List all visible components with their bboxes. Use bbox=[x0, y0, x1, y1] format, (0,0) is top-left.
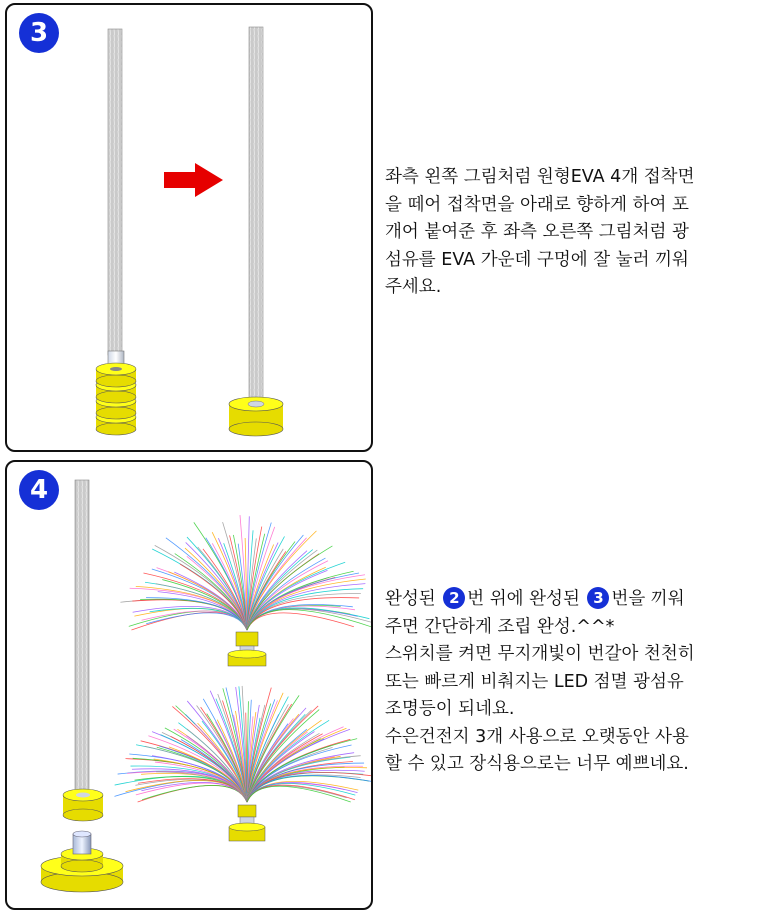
fiber-lamp-bottom bbox=[114, 686, 371, 841]
fiber-bundle-step4 bbox=[75, 480, 89, 800]
led-base-step4 bbox=[41, 831, 123, 892]
step-2-reference-badge: 2 bbox=[443, 587, 465, 609]
step-4-illustration bbox=[7, 462, 371, 908]
step-4-line1-c: 번을 끼워 bbox=[611, 589, 685, 609]
step-3-badge: 3 bbox=[19, 13, 59, 53]
fiber-bundle-right bbox=[249, 27, 263, 399]
fiber-lamp-top bbox=[120, 515, 371, 666]
step-4-line1-b: 번 위에 완성된 bbox=[467, 589, 580, 609]
step-3-panel bbox=[5, 3, 373, 452]
step-3-illustration bbox=[7, 5, 371, 450]
step-4-line1-a: 완성된 bbox=[385, 589, 436, 609]
step-4-badge: 4 bbox=[19, 470, 59, 510]
step-4-panel bbox=[5, 460, 373, 910]
eva-disc-stack bbox=[96, 363, 136, 435]
red-arrow-right-icon bbox=[164, 163, 223, 197]
eva-cylinder-step4 bbox=[63, 789, 103, 821]
step-3-reference-badge: 3 bbox=[587, 587, 609, 609]
step-3-description: 좌측 왼쪽 그림처럼 원형EVA 4개 접착면 을 떼어 접착면을 아래로 향하게 하여 포 개어 붙여준 후 좌측 오른쪽 그림처럼 광 섬유를 EVA 가운데 구멍에 잘 눌러 끼워 주세요. bbox=[385, 167, 695, 297]
step-4-rest: 주면 간단하게 조립 완성.^^* 스위치를 켜면 무지개빛이 번갈아 천천히 또는 빠르게 비춰지는 LED 점멸 광섬유 조명등이 되네요. 수은건전지 3개 사용으로 오랫동안 사용 할 수 있고 장식용으로는 너무 예쁘네요. bbox=[385, 616, 695, 774]
eva-cylinder bbox=[229, 397, 283, 436]
step-4-description bbox=[385, 586, 757, 779]
fiber-bundle-left bbox=[108, 29, 122, 355]
